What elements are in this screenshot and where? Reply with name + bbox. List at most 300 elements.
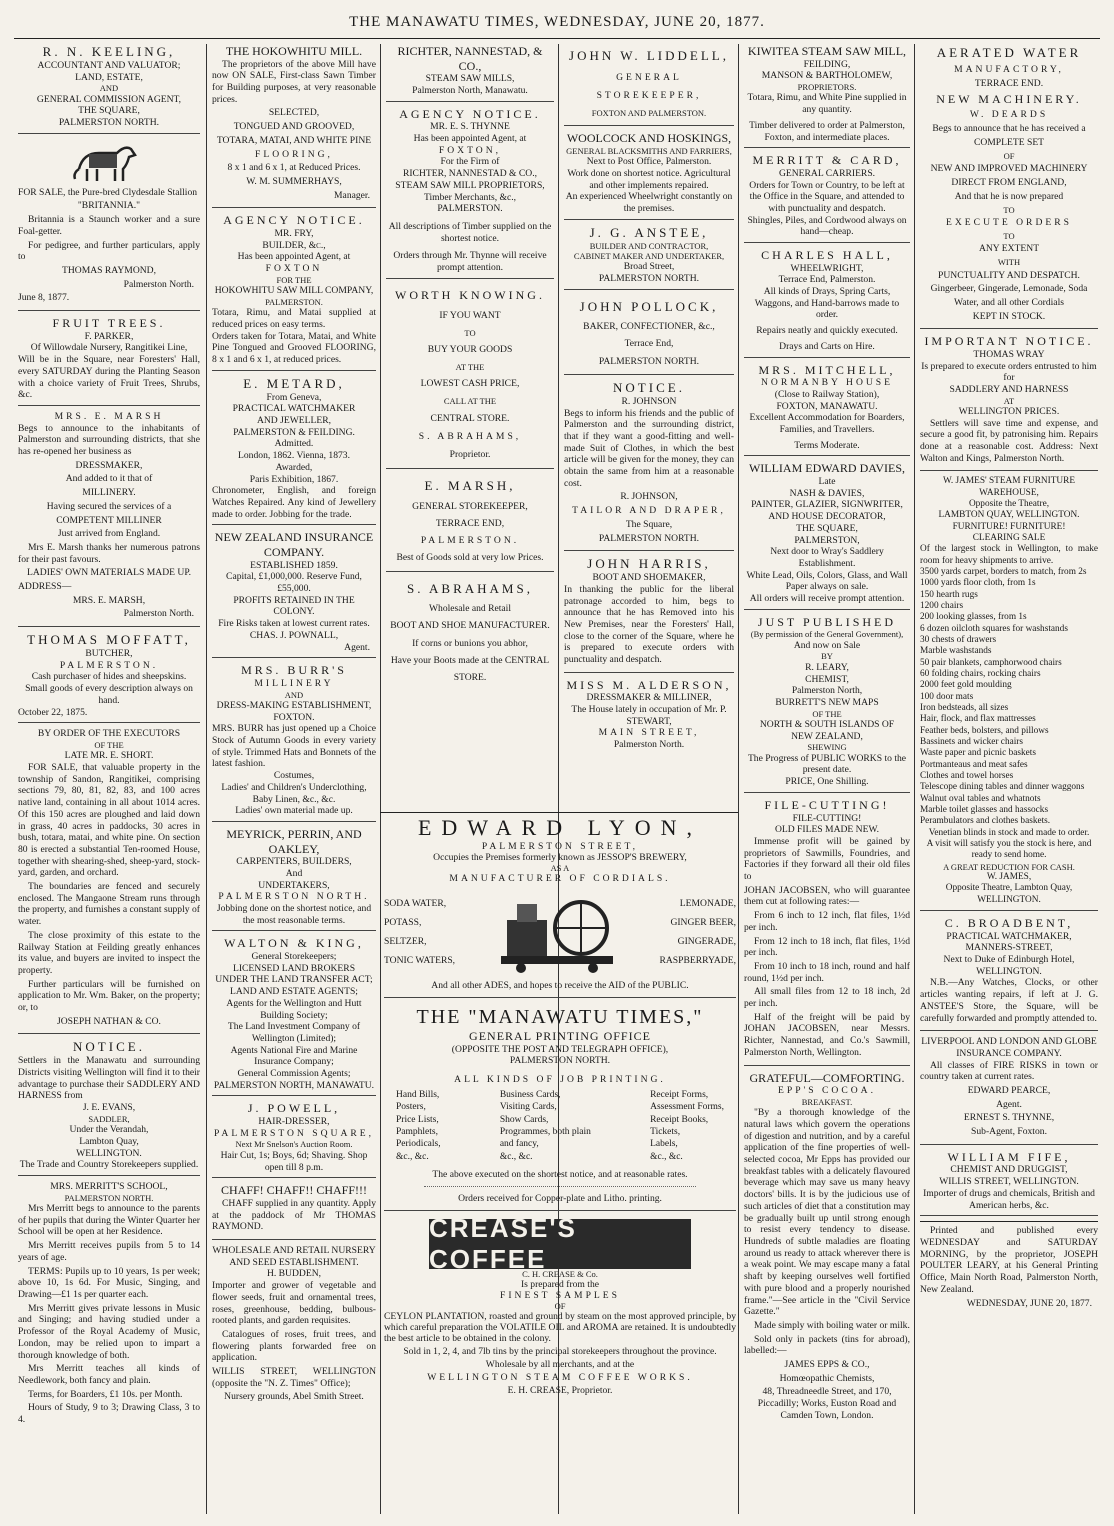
ad-line: BUTCHER, xyxy=(85,648,133,660)
ad-line: 100 door mats xyxy=(920,691,974,702)
ad-line: Occupies the Premises formerly known as JESSOP'S BREWERY, xyxy=(433,852,687,863)
ad-line: WELLINGTON. xyxy=(976,965,1042,977)
ad-line: The proprietors of the above Mill have now ON SALE, First-class Sawn Timber for Building purposes, at very reasonable prices. xyxy=(212,58,376,105)
ad-line: MANSON & BARTHOLOMEW, xyxy=(761,70,893,82)
ad-leary-maps xyxy=(744,615,910,793)
ad-line: EXECUTE ORDERS xyxy=(946,217,1072,229)
ad-line: TONIC WATERS, xyxy=(384,955,456,967)
ad-line: LAND AND ESTATE AGENTS; xyxy=(230,986,358,998)
ad-line: Gingerbeer, Gingerade, Lemonade, Soda Water, and all other Cordials xyxy=(930,283,1088,309)
ad-heading: LIVERPOOL AND LONDON AND GLOBE INSURANCE COMPANY. xyxy=(921,1036,1097,1059)
ad-line: DRESSMAKER, xyxy=(75,459,143,471)
ad-line: Have your Boots made at the CENTRAL STORE. xyxy=(390,654,550,684)
ad-line: and fancy, xyxy=(499,1139,539,1150)
ad-line: Terms Moderate. xyxy=(794,439,860,451)
ad-line: Hours of Study, 9 to 3; Drawing Class, 3 to 4. xyxy=(18,1402,200,1426)
ad-line: Just arrived from England. xyxy=(57,528,161,540)
ad-line: 200 looking glasses, from 1s xyxy=(920,612,1027,623)
ad-line: Next door to Wray's Saddlery Establishment. xyxy=(770,546,884,569)
ad-line: R. JOHNSON xyxy=(621,395,677,407)
ad-line: Will be in the Square, near Foresters' Hall, every SATURDAY during the Planting Season with a choice variety of Fruit Trees, Shrubs, &c. xyxy=(18,354,200,401)
ad-line: MANUFACTORY, xyxy=(954,63,1064,75)
ad-line: From Geneva, xyxy=(266,391,322,403)
ad-line: AT THE xyxy=(455,362,485,373)
top-rule xyxy=(14,38,1100,39)
ad-line: MR. E. S. THYNNE xyxy=(430,121,510,133)
ad-line: Costumes, xyxy=(273,770,315,782)
ad-line: Catalogues of roses, fruit trees, and flowering plants forwarded free on application. xyxy=(212,1328,376,1364)
ad-line: DRESS-MAKING ESTABLISHMENT, xyxy=(216,699,372,711)
ad-line: CEYLON PLANTATION, roasted and ground by steam on the most approved principle, by which careful preparation the VOLATILE OIL and AROMA are retained. It is undoubtedly the best article to be obtained in the colony. xyxy=(384,1311,736,1345)
ad-line: Orders for Town or Country, to be left at the Office in the Square, and attended to with punctuality and despatch. xyxy=(749,179,905,214)
ad-abrahams xyxy=(386,577,554,691)
ad-line: WHEELWRIGHT, xyxy=(790,262,864,274)
ad-line: Orders received for Copper-plate and Litho. printing. xyxy=(458,1193,662,1205)
column-rule xyxy=(380,44,381,1514)
ad-line: The Land Investment Company of Wellington (Limited); xyxy=(227,1021,361,1044)
ad-heading: IMPORTANT NOTICE. xyxy=(924,334,1094,349)
ad-line: R. JOHNSON, xyxy=(620,491,678,503)
ad-line: (Close to Railway Station), xyxy=(774,388,880,400)
ad-line: Price Lists, xyxy=(396,1114,439,1125)
imprint-date: WEDNESDAY, JUNE 20, 1877. xyxy=(966,1297,1092,1309)
ad-w-james xyxy=(920,476,1098,911)
ad-line: Begs to announce to the inhabitants of Palmerston and surrounding districts, that she has re-opened her business as xyxy=(18,422,200,458)
ad-alderson xyxy=(564,678,734,755)
ad-line: White Lead, Oils, Colors, Glass, and Wall Paper always on sale. xyxy=(746,569,908,593)
ad-line: PROPRIETORS. xyxy=(797,82,857,93)
ad-line: DIRECT FROM ENGLAND, xyxy=(951,176,1067,188)
ad-line: PALMERSTON. xyxy=(420,535,520,547)
ad-line: Agent. xyxy=(996,1098,1022,1110)
ad-line: And that he is now prepared xyxy=(954,190,1064,202)
ad-line: Ladies' and Children's Underclothing, Baby Linen, &c., &c. xyxy=(221,781,367,805)
ad-line: NORTH & SOUTH ISLANDS OF xyxy=(759,719,895,731)
ad-heading: WILLIAM FIFE, xyxy=(947,1149,1071,1164)
ad-line: Totara, Rimu, and White Pine supplied in any quantity. xyxy=(747,92,907,116)
ad-britannia xyxy=(18,139,200,311)
ad-line: Has been appointed Agent, at xyxy=(413,132,527,144)
ad-line: Admitted. xyxy=(274,438,314,450)
ad-line: NEW MACHINERY. xyxy=(936,91,1082,106)
ad-line: Begs to inform his friends and the public of Palmerston and the surrounding district, that if they want a good-fitting and well-made Suit of Clothes, in which the best article will be given for the money, they can obtain the same from him at a reasonable cost. xyxy=(564,407,734,489)
ad-line: Sold in 1, 2, 4, and 7lb tins by the principal storekeepers throughout the province. xyxy=(403,1346,717,1358)
ad-fife xyxy=(920,1150,1098,1216)
ad-line: Work done on shortest notice. Agricultural and other implements repaired. xyxy=(567,167,731,191)
ad-line: PALMERSTON NORTH. xyxy=(598,355,700,367)
ad-line: OLD FILES MADE NEW. xyxy=(774,824,880,836)
ad-mitchell xyxy=(744,363,910,457)
ad-heading: WILLIAM EDWARD DAVIES, xyxy=(748,461,906,476)
ad-line: Agent. xyxy=(344,641,370,653)
ad-line: TERRACE END. xyxy=(974,77,1044,89)
ad-line: The Square, xyxy=(625,518,673,530)
ad-line: FOXTON. xyxy=(273,711,315,723)
ad-line: TO xyxy=(1003,204,1015,215)
ad-line: Hair Cut, 1s; Boys, 6d; Shaving. Shop open till 8 p.m. xyxy=(220,1149,368,1173)
ad-line: FOR SALE, that valuable property in the township of Sandon, Rangitikei, comprising sections 79, 80, 81, 82, 83, and 100 acres native land, containing in all about 1014 acres. Of this 150 acres are ploughed and laid down in grass, 40 acres in paddocks, 30 acres in bush, totara, matai, and white pine. On section 80 is erected a substantial Ten-roomed House, together with shearing-shed, sheep-yard, stock-yard, garden, and orchard. xyxy=(18,762,200,879)
ad-heading: BY ORDER OF THE EXECUTORS xyxy=(37,728,181,740)
ad-line: THOMAS RAYMOND, xyxy=(62,264,156,276)
ad-line: 2000 feet gold moulding xyxy=(920,680,1012,691)
ad-line: Periodicals, xyxy=(396,1139,441,1150)
ad-line: W. JAMES, xyxy=(986,872,1032,882)
ad-line: Drays and Carts on Hire. xyxy=(779,340,875,352)
ad-line: MANNERS-STREET, xyxy=(965,942,1053,954)
ad-line: OF THE xyxy=(812,708,842,719)
ad-line: STEAM SAW MILL PROPRIETORS, xyxy=(395,179,545,191)
ad-worth-knowing xyxy=(386,284,554,470)
ad-line: PALMERSTON NORTH. xyxy=(218,891,370,903)
ad-line: Visiting Cards, xyxy=(499,1102,557,1113)
ad-line: 30 chests of drawers xyxy=(920,635,997,646)
ad-line: A GREAT REDUCTION FOR CASH. xyxy=(943,861,1075,872)
ad-line: SADDLER, xyxy=(88,1113,130,1124)
ad-line: CHEMIST AND DRUGGIST, xyxy=(950,1164,1068,1176)
ad-line: Mrs Merritt begs to announce to the parents of her pupils that during the Winter Quarter her School will be open at her Residence. xyxy=(18,1203,200,1238)
ad-line: Mrs Merritt gives private lessons in Music and Singing; and having studied under a Professor of the Royal Academy of Music, London, may be relied upon to impart a thorough knowledge of both. xyxy=(18,1302,200,1361)
ad-wray xyxy=(920,334,1098,471)
ad-line: June 8, 1877. xyxy=(18,292,70,304)
ad-line: Is prepared to execute orders entrusted to him for xyxy=(921,360,1097,384)
ad-line: Palmerston North, Manawatu. xyxy=(412,84,528,96)
ad-line: FEILDING, xyxy=(803,58,851,70)
ad-line: Agents National Fire and Marine Insurance Company; xyxy=(230,1044,358,1068)
ad-liverpool-insurance xyxy=(920,1036,1098,1145)
ad-line: AND xyxy=(284,689,304,700)
ad-heading: GRATEFUL—COMFORTING. xyxy=(749,1070,905,1085)
ad-line: Settlers will save time and expense, and secure a good fit, by patronising him. Repairs done at a reasonable cost. Address: Next Walton and Kings, Palmerston North. xyxy=(920,417,1098,464)
ad-line: W. DEARDS xyxy=(969,109,1049,121)
ad-line: WITH xyxy=(997,257,1021,268)
ad-line: PALMERSTON, xyxy=(794,534,860,546)
ad-line: WILLIS STREET, WELLINGTON (opposite the "N. Z. Times" Office); xyxy=(212,1366,376,1389)
ad-line: Chronometer, English, and foreign Watches Repaired. Any kind of Jewellery made to order. Jobbing for the trade. xyxy=(212,485,376,520)
ad-heading: AGENCY NOTICE. xyxy=(223,213,365,228)
ad-line: Mrs Merritt teaches all kinds of Needlework, both fancy and plain. xyxy=(18,1363,200,1386)
ad-line: A visit will satisfy you the stock is here, and ready to send home. xyxy=(926,838,1092,861)
column-5 xyxy=(744,44,910,1514)
masthead: THE MANAWATU TIMES, WEDNESDAY, JUNE 20, 1877. xyxy=(349,14,765,30)
ad-line: Best of Goods sold at very low Prices. xyxy=(396,552,544,564)
ad-heading: MISS M. ALDERSON, xyxy=(566,677,732,692)
ad-line: BOOT AND SHOE MANUFACTURER. xyxy=(390,620,550,632)
ad-line: BUILDER AND CONTRACTOR, xyxy=(589,240,709,251)
ad-line: ALL KINDS OF JOB PRINTING. xyxy=(454,1074,666,1085)
ad-line: PALMERSTON SQUARE, xyxy=(213,1127,375,1139)
ad-line: Orders taken for Totara, Matai, and White Pine Tongued and Grooved FLOORING, 8 x 1 and 6 x 1, at reduced prices. xyxy=(212,330,376,366)
ad-line: And now on Sale xyxy=(793,639,861,651)
ad-heading: THOMAS MOFFATT, xyxy=(27,632,191,648)
ad-line: The Progress of PUBLIC WORKS to the present date. xyxy=(747,752,907,776)
crease-coffee-banner: CREASE'S COFFEE xyxy=(429,1219,691,1269)
column-1 xyxy=(18,44,200,1514)
column-3 xyxy=(386,44,554,809)
ad-line: Business Cards, xyxy=(499,1090,561,1100)
ad-line: Receipt Books, xyxy=(650,1114,709,1125)
ad-line: AT xyxy=(1003,395,1015,406)
ad-line: AS A xyxy=(550,863,570,873)
ad-line: PROFITS RETAINED IN THE COLONY. xyxy=(233,594,355,618)
ad-line: Palmerston North, xyxy=(791,685,863,697)
ad-line: Iron bedsteads, all sizes xyxy=(920,703,1009,714)
ad-line: All small files from 12 to 18 inch, 2d per inch. xyxy=(744,986,910,1010)
ad-line: IF YOU WANT xyxy=(439,309,501,321)
ad-line: Feather beds, bolsters, and pillows xyxy=(920,725,1049,736)
ad-line: BUILDER, &c., xyxy=(262,239,326,251)
ad-line: WELLINGTON PRICES. xyxy=(958,405,1060,417)
ad-line: All classes of FIRE RISKS in town or country taken at current rates. xyxy=(920,1059,1098,1083)
ad-line: Begs to announce that he has received a xyxy=(932,122,1086,134)
ad-line: PALMERSTON NORTH. xyxy=(598,532,700,544)
ad-line: BUY YOUR GOODS xyxy=(427,343,513,355)
ad-line: PALMERSTON. xyxy=(437,203,503,215)
ad-line: October 22, 1875. xyxy=(18,706,88,718)
ad-line: Under the Verandah, xyxy=(69,1124,149,1136)
ad-heading: FILE-CUTTING! xyxy=(764,797,890,812)
imprint xyxy=(920,1221,1098,1315)
ad-line: Having secured the services of a xyxy=(46,500,172,512)
ad-line: (OPPOSITE THE POST AND TELEGRAPH OFFICE), xyxy=(451,1044,669,1055)
ad-heading: JOHN POLLOCK, xyxy=(579,298,719,314)
ad-line: London, 1862. Vienna, 1873. xyxy=(238,450,350,462)
ad-line: PRICE, One Shilling. xyxy=(785,776,869,788)
ad-line: COMPLETE SET xyxy=(973,136,1045,148)
ad-line: Next to Duke of Edinburgh Hotel, xyxy=(943,954,1075,966)
ad-heading: MRS. MERRITT'S SCHOOL, xyxy=(50,1181,168,1193)
ad-line: Of the largest stock in Wellington, to make room for heavy shipments to arrive. xyxy=(920,544,1098,566)
ad-line: E. H. CREASE, Proprietor. xyxy=(507,1385,613,1397)
ad-line: OF xyxy=(554,1301,566,1312)
ad-line: Pamphlets, xyxy=(396,1127,438,1138)
ad-line: SELECTED, xyxy=(268,107,320,119)
ad-line: CHAS. J. POWNALL, xyxy=(249,629,339,641)
ad-line: UNDERTAKERS, xyxy=(258,879,330,891)
ad-line: Next to Post Office, Palmerston. xyxy=(586,156,712,168)
ad-line: Assessment Forms, xyxy=(650,1102,724,1113)
ad-nz-insurance xyxy=(212,530,376,658)
ad-line: All descriptions of Timber supplied on the shortest notice. xyxy=(388,220,552,244)
ad-line: TAILOR AND DRAPER, xyxy=(572,505,726,517)
ad-line: Palmerston North. xyxy=(613,739,685,751)
ad-line: Jobbing done on the shortest notice, and the most reasonable terms. xyxy=(216,902,372,926)
ad-crease-coffee xyxy=(384,1213,736,1397)
ad-line: The close proximity of this estate to the Railway Station at Feilding greatly enhances its value, and buyers are invited to inspect the property. xyxy=(18,929,200,976)
ad-line: "BRITANNIA." xyxy=(77,200,141,212)
ad-line: W. M. SUMMERHAYS, xyxy=(246,175,342,187)
ad-line: &c., &c. xyxy=(396,1151,429,1162)
ad-line: CENTRAL STORE. xyxy=(430,412,510,424)
ad-line: RASPBERRYADE, xyxy=(659,955,736,967)
ad-line: Sold only in packets (tins for abroad), labelled:— xyxy=(744,1333,910,1357)
ad-heading: WALTON & KING, xyxy=(224,936,364,951)
ad-line: BOOT AND SHOEMAKER, xyxy=(592,572,706,584)
ad-line: Awarded, xyxy=(275,461,313,473)
ad-line: Fire Risks taken at lowest current rates. xyxy=(218,618,370,630)
ad-heading: NOTICE. xyxy=(613,379,685,395)
section-rule xyxy=(380,812,738,813)
ad-line: Timber Merchants, &c., xyxy=(423,191,517,203)
ad-line: Of Willowdale Nursery, Rangitikei Line, xyxy=(30,342,188,354)
ad-line: If corns or bunions you abhor, xyxy=(412,637,528,649)
ad-line: GINGERADE, xyxy=(677,936,736,947)
ad-line: Bassinets and wicker chairs xyxy=(920,737,1024,748)
ad-line: MILLINERY xyxy=(254,677,334,689)
ad-line: LAMBTON QUAY, WELLINGTON. xyxy=(938,510,1080,521)
ad-line: And all other ADES, and hopes to receive the AID of the PUBLIC. xyxy=(431,980,689,991)
ad-line: ANY EXTENT xyxy=(978,243,1040,255)
ad-line: The Trade and Country Storekeepers supplied. xyxy=(19,1159,199,1171)
ad-line: 3500 yards carpet, borders to match, from 2s xyxy=(920,567,1087,578)
ad-line: Terms, for Boarders, £1 10s. per Month. xyxy=(28,1388,183,1400)
ad-line: PALMERSTON NORTH, MANAWATU. xyxy=(213,1079,375,1091)
ad-line: 48, Threadneedle Street, and 170, Piccadilly; Works, Euston Road and Camden Town, London. xyxy=(757,1386,897,1421)
ad-line: H. BUDDEN, xyxy=(266,1268,322,1280)
ad-line: Further particulars will be furnished on application to Mr. Wm. Baker, on the property; or, to xyxy=(18,978,200,1014)
ad-line: PRACTICAL WATCHMAKER xyxy=(232,403,356,415)
ad-line: WELLINGTON STEAM COFFEE WORKS. xyxy=(427,1372,693,1384)
ad-heading: JUST PUBLISHED xyxy=(757,614,897,629)
ad-line: WELLINGTON. xyxy=(76,1147,142,1159)
ad-line: PALMERSTON. xyxy=(59,659,159,671)
ad-line: PALMERSTON. xyxy=(265,296,323,307)
ad-line: STEAM SAW MILLS, xyxy=(425,73,515,85)
ad-line: For the Firm of xyxy=(440,156,500,168)
ad-powell xyxy=(212,1101,376,1178)
ad-line: C. H. CREASE & Co. xyxy=(522,1269,598,1280)
ad-line: CALL AT THE xyxy=(443,396,497,407)
ad-line: GENERAL COMMISSION AGENT, xyxy=(36,93,182,105)
ad-line: FOXTON xyxy=(265,263,323,275)
ad-heading: FRUIT TREES. xyxy=(52,316,166,331)
ad-line: The above executed on the shortest notice, and at reasonable rates. xyxy=(432,1169,688,1181)
ad-line: RICHTER, NANNESTAD & CO., xyxy=(402,168,538,180)
ad-line: Mrs E. Marsh thanks her numerous patrons for their past favours. xyxy=(18,541,200,565)
ad-line: The House lately in occupation of Mr. P. STEWART, xyxy=(571,704,727,727)
ad-line: MILLINERY. xyxy=(82,487,136,499)
ad-line: Hair, flock, and flax mattresses xyxy=(920,714,1036,725)
ad-line: Has been appointed Agent, at xyxy=(237,251,351,263)
ad-liddell xyxy=(564,44,734,126)
ad-line: 50 pair blankets, camphorwood chairs xyxy=(920,657,1062,668)
ad-line: OF THE xyxy=(94,739,124,750)
ad-line: PALMERSTON STREET, xyxy=(481,841,639,852)
ad-heading: JOHN HARRIS, xyxy=(587,556,711,572)
ad-line: POTASS, xyxy=(384,916,422,928)
ad-line: GENERAL BLACKSMITHS AND FARRIERS, xyxy=(566,145,732,156)
ad-line: LEMONADE, xyxy=(679,897,736,909)
ad-line: NEW AND IMPROVED MACHINERY xyxy=(930,163,1088,175)
ad-line: Palmerston North. xyxy=(123,278,194,290)
column-2 xyxy=(212,44,376,1514)
ad-heading: AERATED WATER xyxy=(936,45,1082,60)
ad-heading: AGENCY NOTICE. xyxy=(399,106,541,121)
ad-line: BURRETT'S NEW MAPS xyxy=(775,696,879,708)
ad-evans xyxy=(18,1039,200,1176)
ad-line: MANUFACTURER OF CORDIALS. xyxy=(449,873,671,884)
ad-line: Paris Exhibition, 1867. xyxy=(249,473,339,485)
ad-line: UNDER THE LAND TRANSFER ACT; xyxy=(215,974,373,986)
ad-line: Importer of drugs and chemicals, British and American herbs, &c. xyxy=(923,1187,1095,1211)
ad-heading: MRS. BURR'S xyxy=(241,663,347,678)
ad-line: "By a thorough knowledge of the natural laws which govern the operations of digestion and nutrition, and by a careful application of the fine properties of well-selected cocoa, Mr Epps has provided our breakfast tables with a delicately flavoured beverage which may save us many heavy doctors' bills. It is by the judicious use of such articles of diet that a constitution may be gradually built up until strong enough to resist every tendency to disease. Hundreds of subtle maladies are floating around us ready to attack wherever there is a weak point. We may escape many a fatal shaft by keeping ourselves well fortified with pure blood and a properly nourished frame."—See article in the "Civil Service Gazette." xyxy=(744,1107,910,1318)
ad-line: FOXTON, MANAWATU. xyxy=(776,400,878,412)
ad-line: SHEWING xyxy=(807,742,847,753)
ad-burr xyxy=(212,663,376,822)
ad-heading: WOOLCOCK AND HOSKINGS, xyxy=(566,131,732,146)
ad-fry xyxy=(212,213,376,370)
ad-thynne xyxy=(386,107,554,279)
ad-davies xyxy=(744,461,910,609)
ad-hokowhitu-mill xyxy=(212,44,376,208)
ad-line: Lambton Quay, xyxy=(79,1135,139,1147)
ad-line: Excellent Accommodation for Boarders, Families, and Travellers. xyxy=(749,412,905,436)
ad-e-marsh xyxy=(386,474,554,571)
ad-epps-cocoa xyxy=(744,1071,910,1428)
ad-line: General Storekeepers; xyxy=(251,951,337,963)
ad-line: MR. FRY, xyxy=(274,227,314,239)
ad-heading: THE HOKOWHITU MILL. xyxy=(225,44,363,58)
ad-keeling xyxy=(18,44,200,134)
ad-line: 150 hearth rugs xyxy=(920,589,978,600)
ad-line: PALMERSTON NORTH. xyxy=(64,1192,154,1203)
ad-heading: MEYRICK, PERRIN, AND OAKLEY, xyxy=(226,826,362,856)
ad-heading: CHARLES HALL, xyxy=(761,248,893,263)
ad-line: COMPETENT MILLINER xyxy=(56,514,162,526)
ad-line: CABINET MAKER AND UNDERTAKER, xyxy=(573,250,725,261)
ad-line: Small goods of every description always on hand. xyxy=(25,683,193,706)
ad-line: Proprietor. xyxy=(449,449,491,461)
ad-line: Walnut oval tables and whatnots xyxy=(920,793,1041,804)
ad-line: BY xyxy=(821,651,833,662)
ad-line: 1200 chairs xyxy=(920,601,964,612)
ad-line: Hand Bills, xyxy=(396,1090,440,1100)
ad-line: Show Cards, xyxy=(499,1114,549,1125)
ad-line: PALMERSTON NORTH. xyxy=(598,273,700,285)
ad-line: Repairs neatly and quickly executed. xyxy=(756,325,898,337)
ad-line: WILLIS STREET, WELLINGTON. xyxy=(939,1176,1079,1188)
ad-line: Tickets, xyxy=(650,1127,681,1138)
ad-line: Opposite the Theatre, xyxy=(968,499,1050,510)
ad-line: GENERAL STOREKEEPER, xyxy=(412,500,528,512)
ad-anstee xyxy=(564,225,734,290)
ad-line: Made simply with boiling water or milk. xyxy=(754,1319,910,1331)
column-rule xyxy=(206,44,207,1514)
ad-line: JOHAN JACOBSEN, who will guarantee them cut at following rates:— xyxy=(744,884,910,908)
ad-line: An experienced Wheelwright constantly on the premises. xyxy=(565,191,733,215)
ad-kiwitea xyxy=(744,44,910,148)
ad-heading: J. POWELL, xyxy=(247,1101,341,1116)
ad-heading: EDWARD LYON, xyxy=(417,815,702,840)
ad-heading: R. N. KEELING, xyxy=(42,44,176,59)
ad-heading: THE "MANAWATU TIMES," xyxy=(416,1006,704,1028)
ad-heading: S. ABRAHAMS, xyxy=(407,580,533,596)
ad-line: CHEMIST, xyxy=(805,673,849,685)
ad-line: Terrace End, Palmerston. xyxy=(778,274,876,286)
ad-edward-lyon xyxy=(384,815,736,1398)
ad-line: Mrs Merritt receives pupils from 5 to 14 years of age. xyxy=(18,1240,200,1263)
ad-line: Marble toilet glasses and hassocks xyxy=(920,805,1049,815)
ad-line: LADIES' OWN MATERIALS MADE UP. xyxy=(26,567,192,579)
column-rule xyxy=(738,44,739,1514)
ad-line: GENERAL PRINTING OFFICE xyxy=(469,1029,651,1043)
ad-line: Half of the freight will be paid by JOHAN JACOBSEN, near Messrs. Richter, Nannestad, and Co.'s Sawmill, Palmerston North, Wellington. xyxy=(744,1011,910,1058)
ad-heading: C. BROADBENT, xyxy=(944,915,1074,930)
ad-metard xyxy=(212,376,376,526)
ad-line: Marble washstands xyxy=(920,646,992,657)
ad-line: Is prepared from the xyxy=(520,1279,600,1291)
ad-line: NORMANBY HOUSE xyxy=(761,377,893,389)
